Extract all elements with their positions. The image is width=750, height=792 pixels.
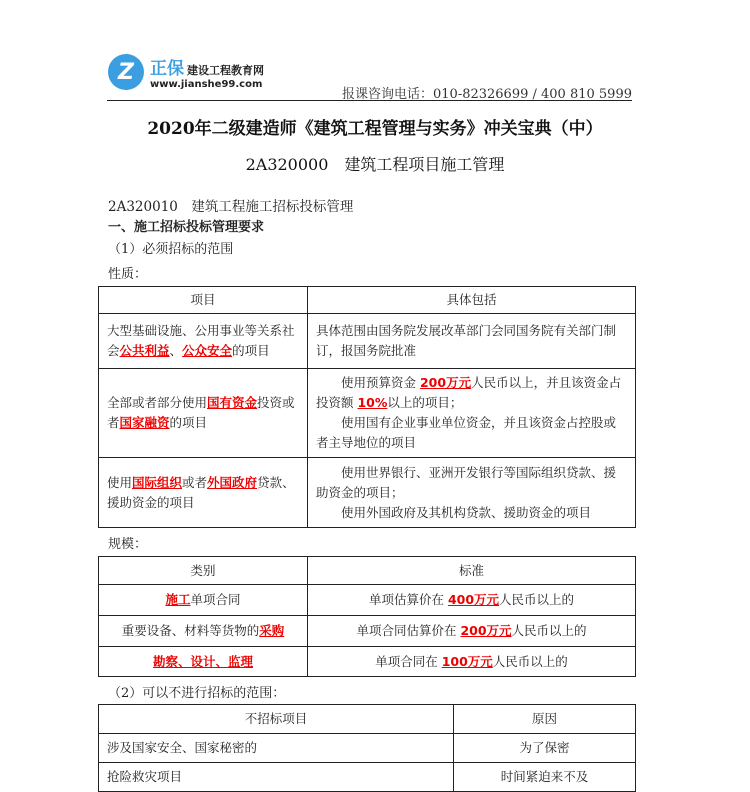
cell-text: 抢险救灾项目 <box>107 769 183 784</box>
cell-paragraph <box>107 621 299 641</box>
column-header: 类别 <box>99 557 308 585</box>
cell-paragraph <box>316 503 627 523</box>
column-header: 项目 <box>99 287 308 314</box>
highlighted-keyword: 400万元 <box>447 592 500 607</box>
detail-cell <box>308 585 636 616</box>
cell-text: 人民币以上，并且该资金占投资额 <box>316 375 622 410</box>
highlighted-keyword: 国有资金 <box>207 395 258 410</box>
detail-cell <box>454 734 636 763</box>
cell-paragraph <box>107 321 299 361</box>
cell-paragraph <box>107 590 299 610</box>
table-row <box>99 458 636 528</box>
cell-text: 人民币以上的 <box>492 653 568 669</box>
highlighted-keyword: 公共利益 <box>119 343 170 358</box>
table-header-row <box>99 705 636 734</box>
cell-paragraph <box>316 463 627 503</box>
cell-text: 为了保密 <box>519 740 570 755</box>
cell-text: 的项目 <box>169 415 208 430</box>
cell-text: 时间紧迫来不及 <box>500 769 589 784</box>
section-title: 2A320010 建筑工程施工招标投标管理 <box>108 199 354 215</box>
scale-label: 规模： <box>108 537 148 552</box>
logo-brand: 正保 <box>150 59 184 79</box>
detail-cell <box>308 314 636 369</box>
mandatory-tender-nature-table <box>98 286 636 528</box>
cell-text: 使用 <box>107 474 133 490</box>
cell-paragraph <box>107 738 445 758</box>
column-header: 标准 <box>308 557 636 585</box>
table-header-row <box>99 287 636 314</box>
table-row <box>99 616 636 647</box>
cell-text: 全部或者部分使用 <box>107 395 208 410</box>
highlighted-keyword: 外国政府 <box>207 474 258 490</box>
cell-text: 具体范围由国务院发展改革部门会同国务院有关部门制订，报国务院批准 <box>316 323 617 358</box>
highlighted-keyword: 施工 <box>165 592 191 607</box>
table-header-row <box>99 557 636 585</box>
item-cell <box>99 369 308 458</box>
hotline: 报课咨询电话：010-82326699 / 400 810 5999 <box>342 87 632 102</box>
table-row <box>99 647 636 677</box>
cell-text: 使用预算资金 <box>341 375 420 390</box>
heading: 一、施工招标投标管理要求 <box>108 220 265 235</box>
cell-text: 人民币以上的 <box>499 592 575 607</box>
cell-text: 使用世界银行、亚洲开发银行等国际组织贷款、援助资金的项目； <box>316 464 617 500</box>
highlighted-keyword: 10% <box>357 395 388 410</box>
cell-text: 的项目 <box>232 343 270 358</box>
column-header: 具体包括 <box>308 287 636 314</box>
nature-label: 性质： <box>108 267 148 282</box>
cell-text: 单项合同在 <box>375 653 442 669</box>
cell-paragraph <box>107 473 299 513</box>
cell-text: 使用国有企业事业单位资金，并且该资金占控股或者主导地位的项目 <box>316 415 617 450</box>
table-row <box>99 763 636 792</box>
page-title: 2020年二级建造师《建筑工程管理与实务》冲关宝典（中） <box>147 119 603 139</box>
cell-text: 或者 <box>182 474 208 490</box>
cell-text: 单项估算价在 <box>368 592 448 607</box>
logo <box>108 54 264 90</box>
logo-name: 建设工程教育网 <box>187 64 264 77</box>
highlighted-keyword: 国家融资 <box>119 415 170 430</box>
table-row <box>99 314 636 369</box>
cell-paragraph <box>316 373 627 413</box>
cell-text: 、 <box>169 343 183 358</box>
item-cell <box>99 647 308 677</box>
cell-text: 涉及国家安全、国家秘密的 <box>107 740 258 755</box>
cell-paragraph <box>462 767 627 787</box>
item-cell <box>99 585 308 616</box>
detail-cell <box>308 647 636 677</box>
table-row <box>99 585 636 616</box>
cell-text: 贷款、援助资金的项目 <box>107 474 295 510</box>
cell-text: 重要设备、材料等货物的 <box>121 623 260 638</box>
cell-paragraph <box>462 738 627 758</box>
column-header: 原因 <box>454 705 636 734</box>
header-divider <box>107 100 632 101</box>
table-row <box>99 734 636 763</box>
cell-text: 单项合同 <box>190 592 241 607</box>
cell-text: 投资或者 <box>107 395 295 430</box>
item-cell <box>99 314 308 369</box>
detail-cell <box>308 369 636 458</box>
column-header: 不招标项目 <box>99 705 454 734</box>
logo-url: www.jianshe99.com <box>150 79 263 90</box>
item-cell <box>99 734 454 763</box>
cell-text: 使用外国政府及其机构贷款、援助资金的项目 <box>341 504 592 520</box>
detail-cell <box>308 616 636 647</box>
cell-text: 人民币以上的 <box>511 623 587 638</box>
cell-paragraph <box>316 321 627 361</box>
cell-text: 大型基础设施、公用事业等关系社会 <box>107 323 295 358</box>
table-row <box>99 369 636 458</box>
exempt-tender-table <box>98 704 636 792</box>
detail-cell <box>308 458 636 528</box>
highlighted-keyword: 100万元 <box>441 653 493 669</box>
item-cell <box>99 458 308 528</box>
cell-paragraph <box>316 413 627 453</box>
highlighted-keyword: 200万元 <box>419 375 472 390</box>
mandatory-tender-scale-table <box>98 556 636 677</box>
cell-text: 以上的项目； <box>387 395 463 410</box>
highlighted-keyword: 公众安全 <box>182 343 233 358</box>
cell-paragraph <box>107 393 299 433</box>
highlighted-keyword: 国际组织 <box>132 474 183 490</box>
highlighted-keyword: 200万元 <box>460 623 512 638</box>
subheading: （1）必须招标的范围 <box>108 242 234 257</box>
highlighted-keyword: 勘察、设计、监理 <box>152 653 253 669</box>
cell-paragraph <box>107 652 299 672</box>
chapter-title: 2A320000 建筑工程项目施工管理 <box>245 155 505 174</box>
subheading: （2）可以不进行招标的范围： <box>108 686 286 701</box>
logo-icon: Z <box>108 54 144 90</box>
item-cell <box>99 616 308 647</box>
cell-paragraph <box>107 767 445 787</box>
cell-paragraph <box>316 621 627 641</box>
cell-paragraph <box>316 590 627 610</box>
cell-text: 单项合同估算价在 <box>356 623 461 638</box>
cell-paragraph <box>316 652 627 672</box>
detail-cell <box>454 763 636 792</box>
highlighted-keyword: 采购 <box>259 623 285 638</box>
item-cell <box>99 763 454 792</box>
